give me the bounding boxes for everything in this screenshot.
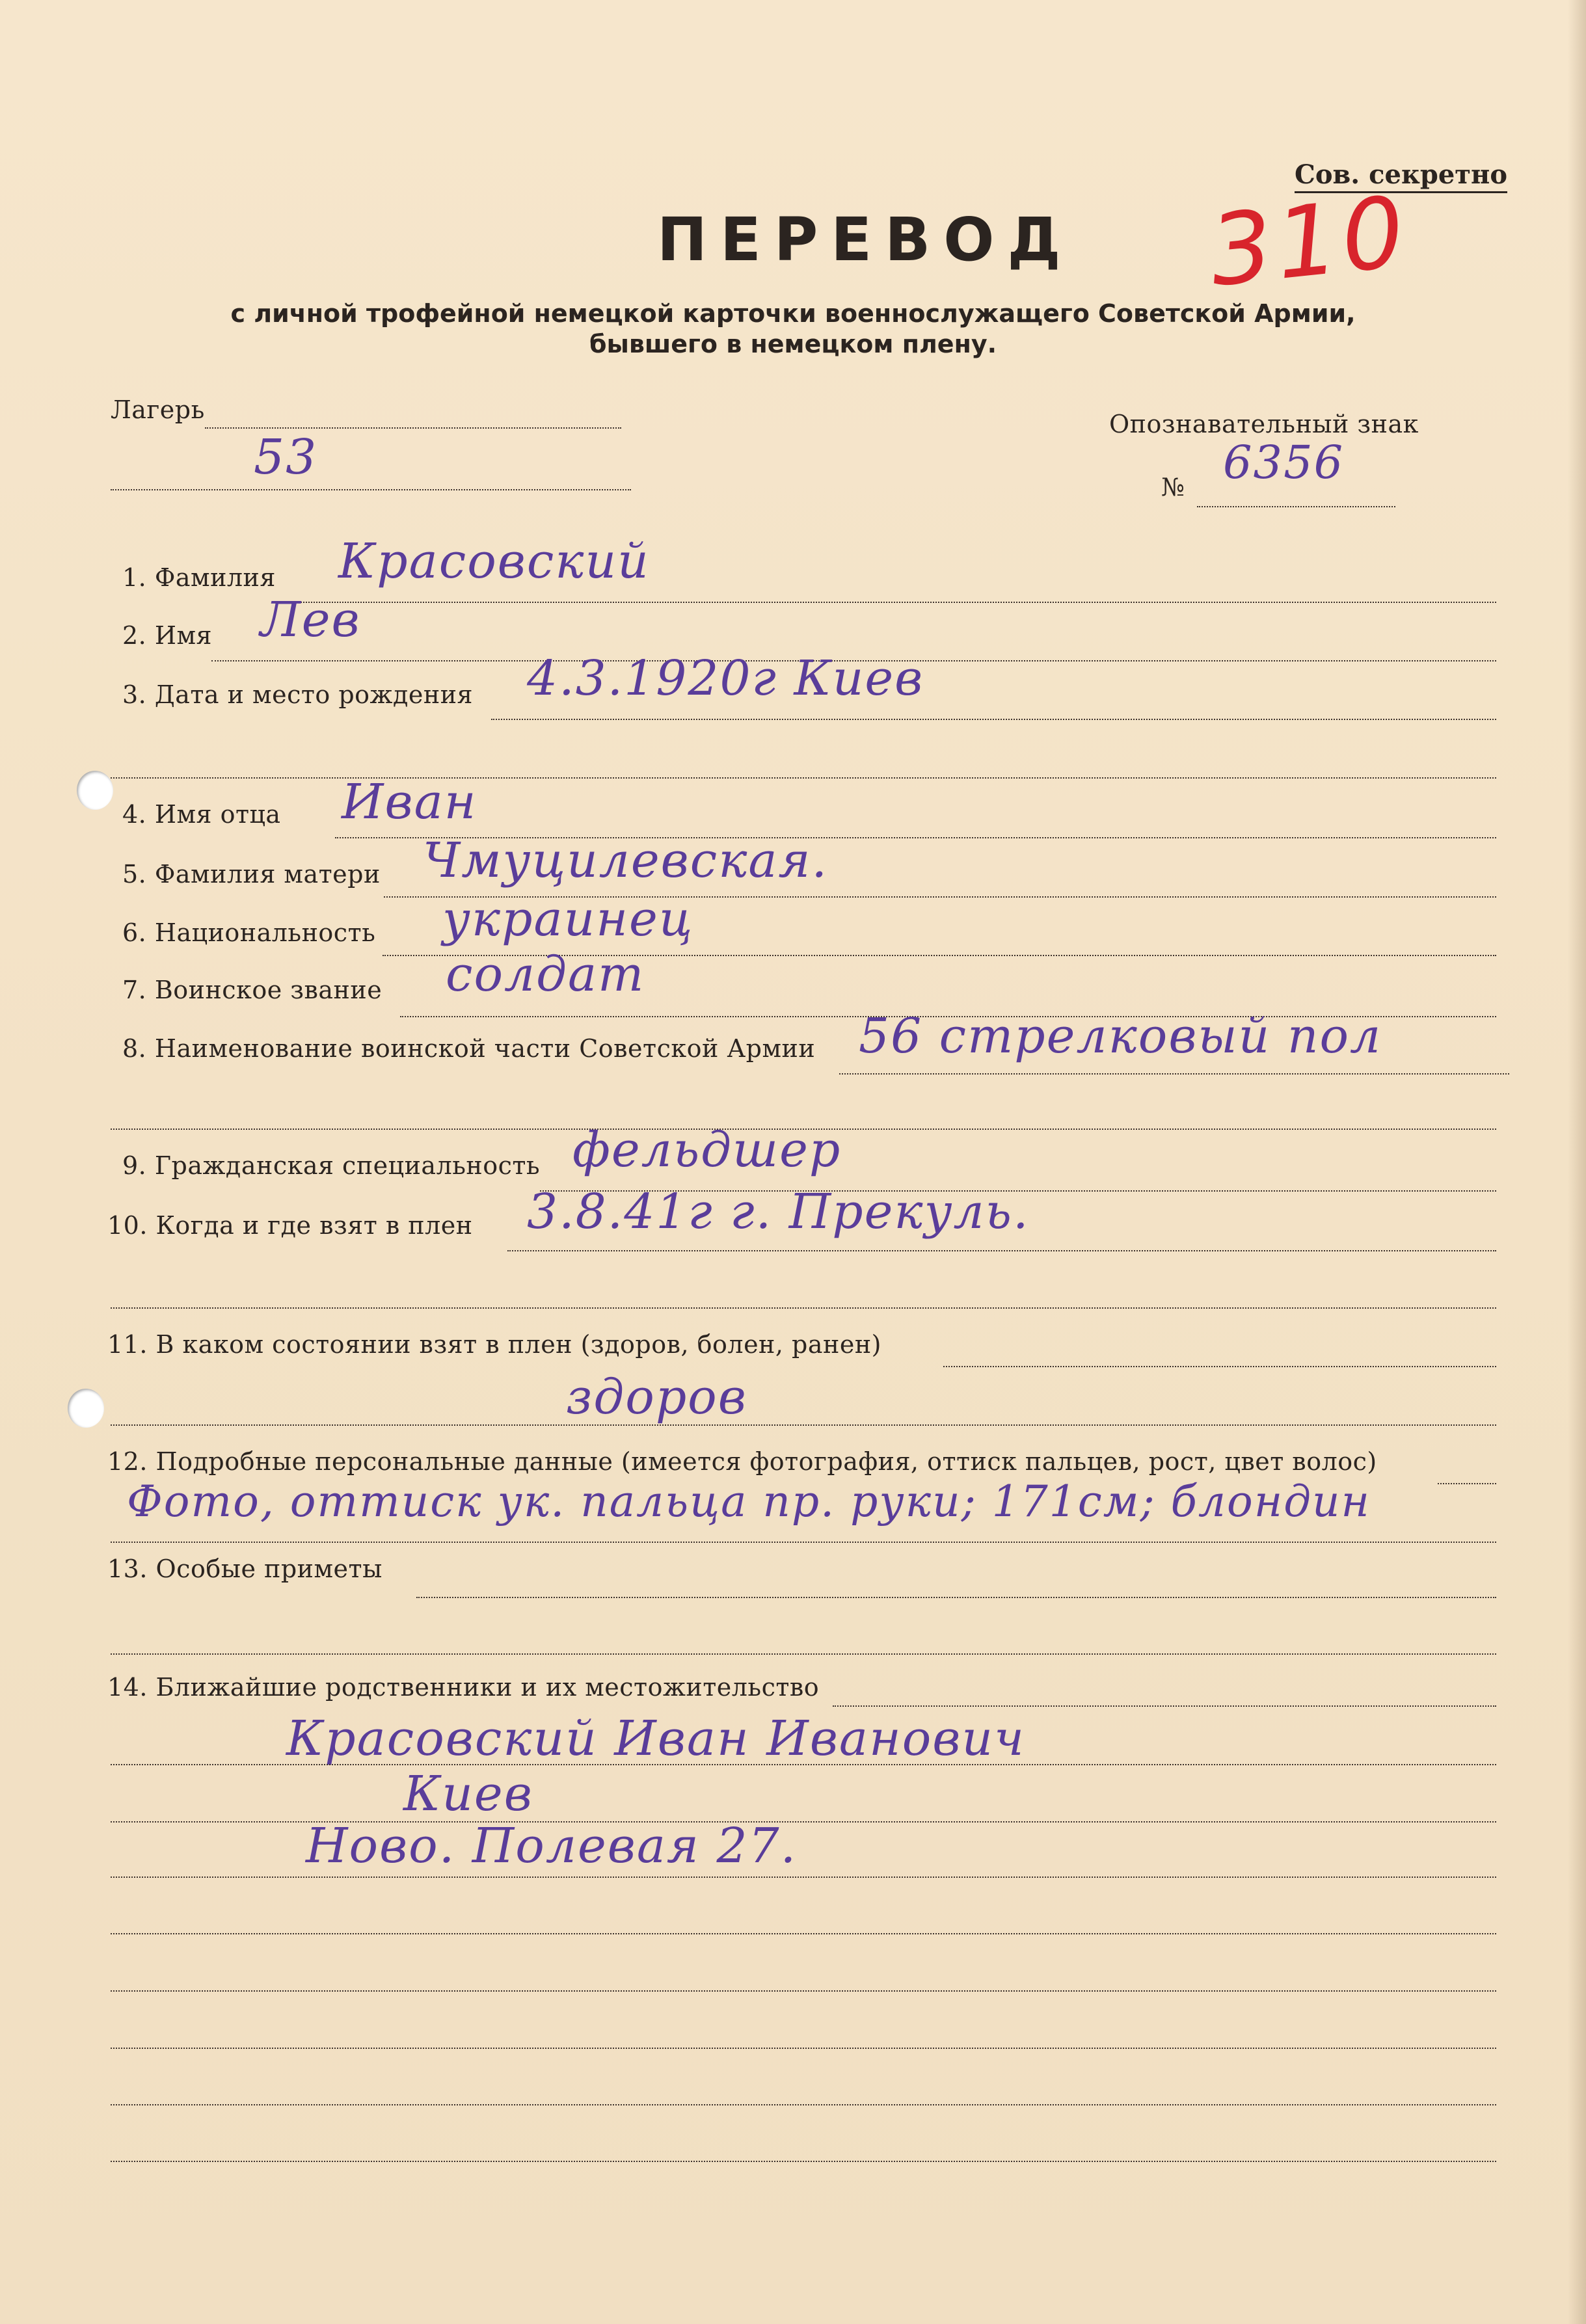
field-1-value: Красовский <box>338 533 650 589</box>
field-10-label: 10. Когда и где взят в плен <box>107 1211 473 1240</box>
id-tag-value: 6356 <box>1223 436 1345 489</box>
field-2-value: Лев <box>260 592 361 648</box>
id-number-sign: № <box>1161 473 1185 501</box>
field-11-line-2 <box>111 1424 1496 1426</box>
camp-value: 53 <box>254 429 318 485</box>
field-4-value: Иван <box>342 774 477 830</box>
field-11-line-1 <box>943 1366 1496 1367</box>
field-9-label: 9. Гражданская специальность <box>122 1151 541 1180</box>
field-13-label: 13. Особые приметы <box>107 1555 383 1583</box>
field-12-value: Фото, оттиск ук. пальца пр. руки; 171см; блондин <box>127 1476 1371 1527</box>
document-title: ПЕРЕВОД <box>657 205 1074 274</box>
id-tag-label: Опознавательный знак <box>1109 410 1419 438</box>
field-14-line-2 <box>111 1764 1496 1765</box>
field-8-value: 56 стрелковый пол <box>859 1008 1382 1064</box>
field-10-line-1 <box>507 1250 1496 1251</box>
field-14-line-9 <box>111 2161 1496 2162</box>
field-12-label: 12. Подробные персональные данные (имеется фотография, оттиск пальцев, рост, цвет волос) <box>107 1447 1377 1476</box>
field-6-label: 6. Национальность <box>122 918 376 947</box>
field-4-label: 4. Имя отца <box>122 800 281 829</box>
field-14-line-6 <box>111 1990 1496 1992</box>
field-13-line-2 <box>111 1653 1496 1655</box>
field-14-label: 14. Ближайшие родственники и их местожительство <box>107 1673 820 1702</box>
field-7-label: 7. Воинское звание <box>122 976 383 1004</box>
field-8-line-1 <box>839 1073 1509 1075</box>
camp-label: Лагерь <box>111 395 205 424</box>
field-3-value: 4.3.1920г Киев <box>527 650 924 706</box>
field-5-label: 5. Фамилия матери <box>122 860 381 888</box>
red-case-number: 310 <box>1204 175 1414 309</box>
camp-line-2 <box>111 489 631 490</box>
field-13-line-1 <box>416 1597 1496 1598</box>
field-14-line-4 <box>111 1877 1496 1878</box>
field-14-line-1 <box>833 1705 1496 1707</box>
field-14-line-7 <box>111 2048 1496 2049</box>
field-10-value: 3.8.41г г. Прекуль. <box>527 1184 1030 1240</box>
field-5-value: Чмуцилевская. <box>423 833 829 888</box>
camp-line-1 <box>205 427 621 429</box>
field-1-label: 1. Фамилия <box>122 563 276 592</box>
field-8-label: 8. Наименование воинской части Советской Армии <box>122 1034 816 1063</box>
field-6-value: украинец <box>442 891 694 947</box>
field-1-line <box>283 602 1496 603</box>
classification-stamp: Сов. секретно <box>1295 159 1507 193</box>
id-tag-line <box>1197 506 1395 507</box>
field-7-value: солдат <box>446 946 645 1002</box>
field-3-label: 3. Дата и место рождения <box>122 680 474 709</box>
field-10-line-2 <box>111 1307 1496 1309</box>
field-9-value: фельдшер <box>572 1122 842 1178</box>
relative-name: Красовский Иван Иванович <box>286 1711 1026 1767</box>
subtitle-line2: бывшего в немецком плену. <box>589 330 997 358</box>
field-2-label: 2. Имя <box>122 621 213 650</box>
field-11-value: здоров <box>566 1369 747 1425</box>
subtitle-line1: с личной трофейной немецкой карточки военнослужащего Советской Армии, <box>230 299 1356 328</box>
punch-hole-top <box>77 771 113 810</box>
field-11-label: 11. В каком состоянии взят в плен (здоров, болен, ранен) <box>107 1330 881 1359</box>
relative-street: Ново. Полевая 27. <box>306 1818 798 1874</box>
field-12-line-1 <box>1438 1483 1496 1484</box>
field-14-line-5 <box>111 1933 1496 1934</box>
punch-hole-bottom <box>68 1389 104 1428</box>
field-3-line-1 <box>491 719 1496 720</box>
field-3-line-2 <box>111 777 1496 779</box>
relative-city: Киев <box>403 1766 533 1822</box>
field-12-line-2 <box>111 1542 1496 1543</box>
field-14-line-8 <box>111 2104 1496 2105</box>
